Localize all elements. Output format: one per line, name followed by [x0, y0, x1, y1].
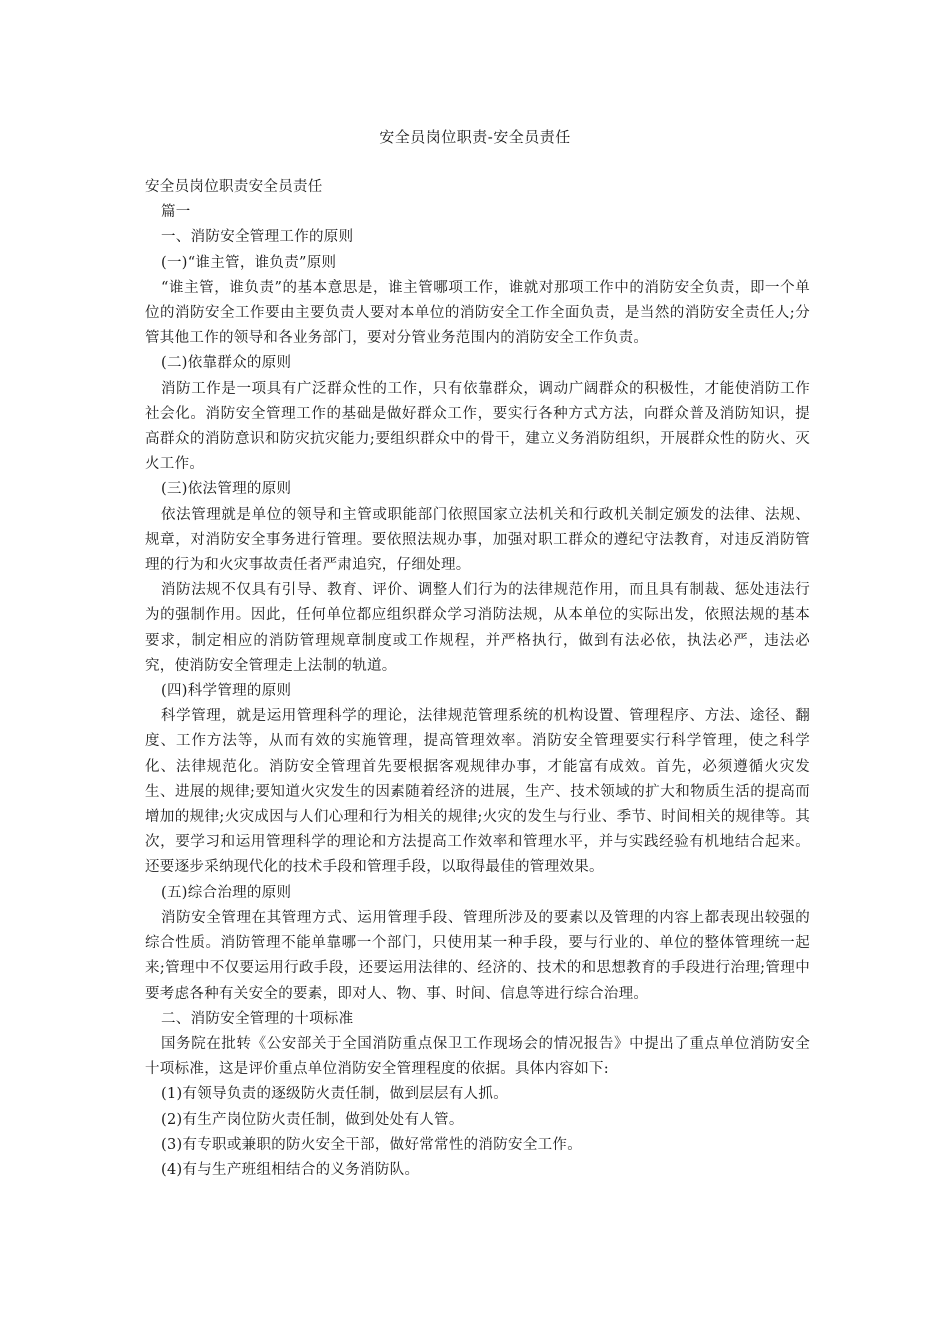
paragraph: “谁主管，谁负责”的基本意思是，谁主管哪项工作，谁就对那项工作中的消防安全负责，即一个单位的消防安全工作要由主要负责人要对本单位的消防安全工作全面负责，是当然的消防安全责任人;分管其他工作的领导和各业务部门，要对分管业务范围内的消防安全工作负责。 [145, 279, 810, 347]
subsection-heading: (三)依法管理的原则 [161, 481, 292, 498]
part-label: 篇一 [161, 204, 191, 221]
paragraph: 依法管理就是单位的领导和主管或职能部门依照国家立法机关和行政机关制定颁发的法律、法规、规章，对消防安全事务进行管理。要依照法规办事，加强对职工群众的遵纪守法教育，对违反消防管理的行为和火灾事故责任者严肃追究，仔细处理。 [145, 506, 810, 574]
paragraph: 消防法规不仅具有引导、教育、评价、调整人们行为的法律规范作用，而且具有制裁、惩处违法行为的强制作用。因此，任何单位都应组织群众学习消防法规，从本单位的实际出发，依照法规的基本要求，制定相应的消防管理规章制度或工作规程，并严格执行，做到有法必依，执法必严，违法必究，使消防安全管理走上法制的轨道。 [145, 582, 810, 674]
list-item: (2)有生产岗位防火责任制，做到处处有人管。 [161, 1111, 464, 1128]
subsection-heading: (二)依靠群众的原则 [161, 355, 292, 372]
section2-heading: 二、消防安全管理的十项标准 [161, 1010, 354, 1027]
paragraph: 消防工作是一项具有广泛群众性的工作，只有依靠群众，调动广阔群众的积极性，才能使消防工作社会化。消防安全管理工作的基础是做好群众工作，要实行各种方式方法，向群众普及消防知识，提高群众的消防意识和防灾抗灾能力;要组织群众中的骨干，建立义务消防组织，开展群众性的防火、灭火工作。 [145, 380, 810, 473]
document-title: 安全员岗位职责-安全员责任 [379, 128, 571, 146]
list-item: (3)有专职或兼职的防火安全干部，做好常常性的消防安全工作。 [161, 1136, 583, 1153]
paragraph: 消防安全管理在其管理方式、运用管理手段、管理所涉及的要素以及管理的内容上都表现出较强的综合性质。消防管理不能单靠哪一个部门，只使用某一种手段，要与行业的、单位的整体管理统一起来;管理中不仅要运用行政手段，还要运用法律的、经济的、技术的和思想教育的手段进行治理;管理中要考虑各种有关安全的要素，即对人、物、事、时间、信息等进行综合治理。 [145, 909, 810, 1002]
document-heading: 安全员岗位职责安全员责任 [145, 179, 323, 195]
list-item: (1)有领导负责的逐级防火责任制，做到层层有人抓。 [161, 1086, 509, 1103]
document-body [145, 175, 810, 1183]
subsection-heading: (五)综合治理的原则 [161, 884, 292, 901]
subsection-heading: (四)科学管理的原则 [161, 683, 292, 700]
paragraph: 国务院在批转《公安部关于全国消防重点保卫工作现场会的情况报告》中提出了重点单位消防安全十项标准，这是评价重点单位消防安全管理程度的依据。具体内容如下: [145, 1035, 810, 1078]
paragraph: 科学管理，就是运用管理科学的理论，法律规范管理系统的机构设置、管理程序、方法、途径、翻度、工作方法等，从而有效的实施管理，提高管理效率。消防安全管理要实行科学管理，使之科学化、法律规范化。消防安全管理首先要根据客观规律办事，才能富有成效。首先，必须遵循火灾发生、进展的规律;要知道火灾发生的因素随着经济的进展，生产、技术领域的扩大和物质生活的提高而增加的规律;火灾成因与人们心理和行为相关的规律;火灾的发生与行业、季节、时间相关的规律等。其次，要学习和运用管理科学的理论和方法提高工作效率和管理水平，并与实践经验有机地结合起来。还要逐步采纳现代化的技术手段和管理手段，以取得最佳的管理效果。 [145, 708, 810, 876]
list-item: (4)有与生产班组相结合的义务消防队。 [161, 1161, 420, 1178]
section1-heading: 一、消防安全管理工作的原则 [161, 229, 354, 246]
subsection-heading: (一)“谁主管，谁负责”原则 [161, 254, 337, 271]
